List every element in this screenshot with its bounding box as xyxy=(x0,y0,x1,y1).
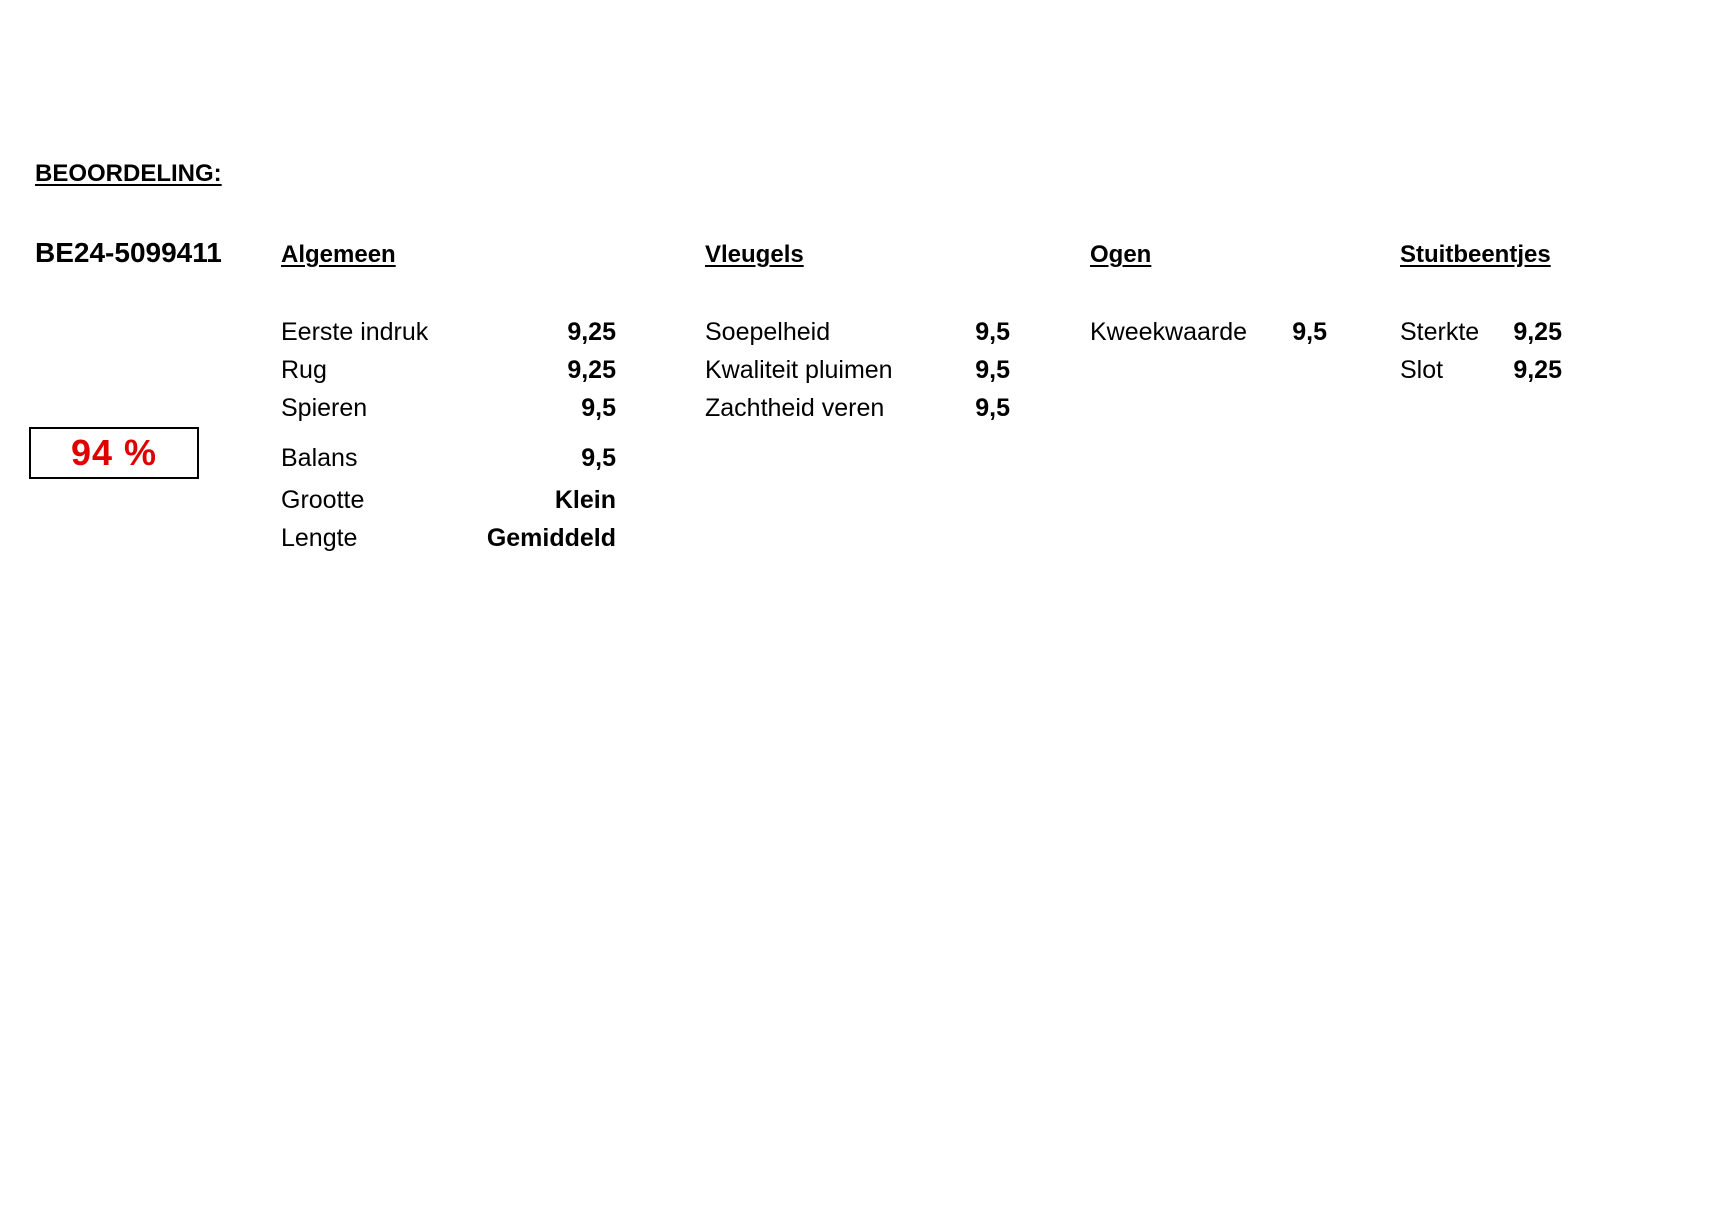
value-lengte: Gemiddeld xyxy=(486,524,616,552)
score-percentage: 94 % xyxy=(70,432,158,473)
section-heading-stuitbeentjes: Stuitbeentjes xyxy=(1400,241,1551,268)
value-grootte: Klein xyxy=(554,486,616,514)
value-zachtheid-veren: 9,5 xyxy=(975,394,1010,422)
section-heading-algemeen: Algemeen xyxy=(281,241,396,268)
value-eerste-indruk: 9,25 xyxy=(567,318,616,346)
label-spieren: Spieren xyxy=(281,394,368,422)
value-slot: 9,25 xyxy=(1513,356,1562,384)
label-balans: Balans xyxy=(281,444,358,472)
label-rug: Rug xyxy=(281,356,327,384)
value-balans: 9,5 xyxy=(581,444,616,472)
label-kweekwaarde: Kweekwaarde xyxy=(1090,318,1248,346)
value-sterkte: 9,25 xyxy=(1513,318,1562,346)
value-spieren: 9,5 xyxy=(581,394,616,422)
label-grootte: Grootte xyxy=(281,486,365,514)
label-slot: Slot xyxy=(1400,356,1444,384)
section-heading-vleugels: Vleugels xyxy=(705,241,804,268)
label-eerste-indruk: Eerste indruk xyxy=(281,318,429,346)
label-lengte: Lengte xyxy=(281,524,358,552)
label-soepelheid: Soepelheid xyxy=(705,318,831,346)
section-heading-ogen: Ogen xyxy=(1090,241,1152,268)
value-soepelheid: 9,5 xyxy=(975,318,1010,346)
page-title: BEOORDELING: xyxy=(35,160,222,187)
label-kwaliteit-pluimen: Kwaliteit pluimen xyxy=(705,356,893,384)
label-zachtheid-veren: Zachtheid veren xyxy=(705,394,885,422)
value-rug: 9,25 xyxy=(567,356,616,384)
label-sterkte: Sterkte xyxy=(1400,318,1480,346)
score-box xyxy=(29,427,199,479)
value-kwaliteit-pluimen: 9,5 xyxy=(975,356,1010,384)
value-kweekwaarde: 9,5 xyxy=(1292,318,1327,346)
ring-id: BE24-5099411 xyxy=(35,237,222,268)
